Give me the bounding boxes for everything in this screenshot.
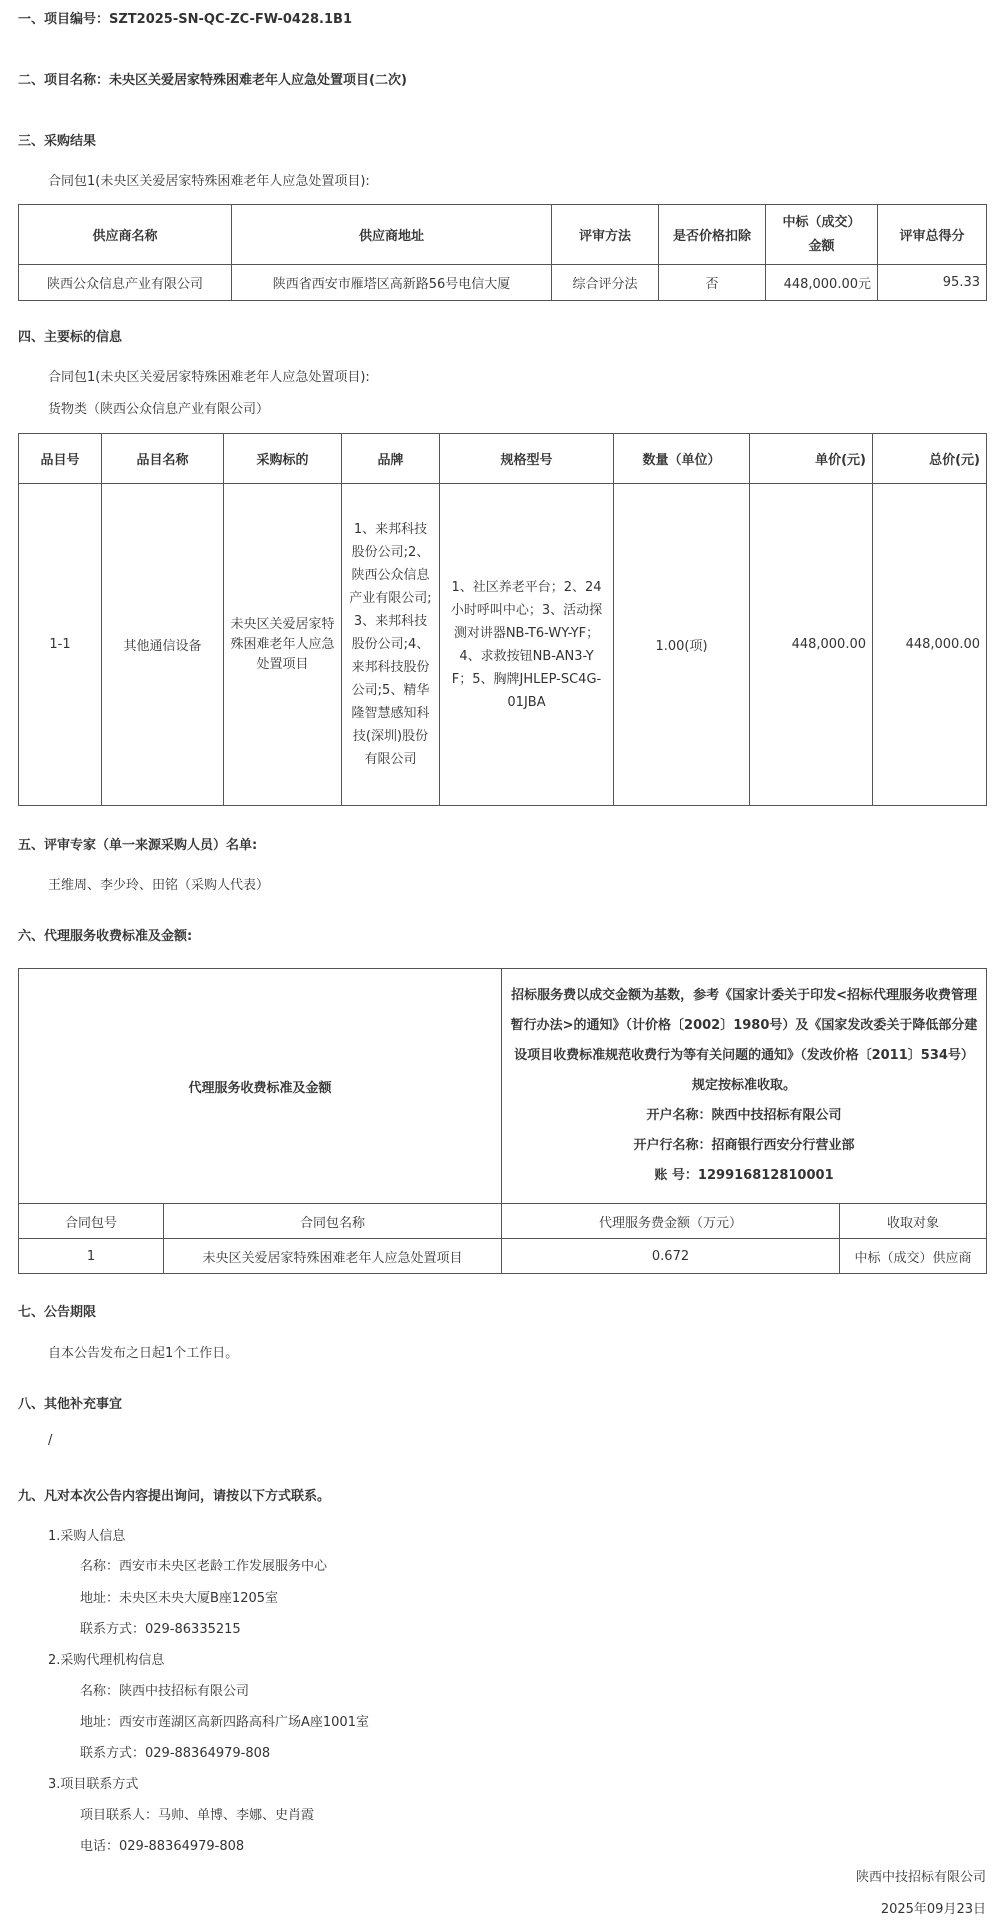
section-fee-title: 六、代理服务收费标准及金额: <box>18 929 193 944</box>
fee-table-header <box>19 1204 987 1239</box>
result-header-deduct: 是否价格扣除 <box>659 205 766 265</box>
fee-header-target: 收取对象 <box>840 1204 987 1239</box>
table-row <box>19 265 987 301</box>
table-row <box>19 1239 987 1274</box>
agency-address: 地址：西安市莲湖区高新四路高科广场A座1001室 <box>80 1715 369 1730</box>
items-table <box>18 433 987 806</box>
result-header-amount: 中标（成交） 金额 <box>766 205 878 265</box>
agency-phone: 联系方式：029-88364979-808 <box>80 1746 271 1761</box>
result-method: 综合评分法 <box>552 265 659 301</box>
fee-name: 未央区关爱居家特殊困难老年人应急处置项目 <box>164 1239 502 1274</box>
result-deduct: 否 <box>659 265 766 301</box>
purchaser-phone: 联系方式：029-86335215 <box>80 1622 241 1637</box>
items-brand: 1、来邦科技股份公司;2、陕西公众信息产业有限公司;3、来邦科技股份公司;4、来邦科技股份公司;5、精华隆智慧感知科技(深圳)股份有限公司 <box>342 484 440 806</box>
fee-standard-cell <box>502 969 987 1204</box>
section-experts-title: 五、评审专家（单一来源采购人员）名单: <box>18 838 258 853</box>
items-category: 货物类（陕西公众信息产业有限公司） <box>48 402 270 417</box>
table-row <box>19 484 987 806</box>
result-table <box>18 204 987 301</box>
items-header-unit-price: 单价(元) <box>750 434 873 484</box>
project-name-label: 二、项目名称： <box>18 73 110 88</box>
project-contact-phone: 电话：029-88364979-808 <box>80 1839 245 1854</box>
items-header-qty: 数量（单位） <box>614 434 750 484</box>
items-total-price: 448,000.00 <box>873 484 987 806</box>
items-no: 1-1 <box>19 484 102 806</box>
result-amount: 448,000.00元 <box>766 265 878 301</box>
fee-header-name: 合同包名称 <box>164 1204 502 1239</box>
fee-amount: 0.672 <box>502 1239 840 1274</box>
project-number-value: SZT2025-SN-QC-ZC-FW-0428.1B1 <box>109 12 352 27</box>
result-header-method: 评审方法 <box>552 205 659 265</box>
fee-target: 中标（成交）供应商 <box>840 1239 987 1274</box>
purchaser-name: 名称：西安市未央区老龄工作发展服务中心 <box>80 1559 328 1574</box>
experts-names: 王维周、李少玲、田铭（采购人代表） <box>48 878 270 893</box>
items-table-header <box>19 434 987 484</box>
project-contact-people: 项目联系人：马帅、单博、李娜、史肖霞 <box>80 1808 315 1823</box>
section-contact-title: 九、凡对本次公告内容提出询问，请按以下方式联系。 <box>18 1489 331 1504</box>
items-name: 其他通信设备 <box>102 484 224 806</box>
fee-account-name: 开户名称：陕西中技招标有限公司 <box>646 1108 842 1123</box>
fee-standard-row <box>19 969 987 1204</box>
purchaser-title: 1.采购人信息 <box>48 1529 126 1544</box>
project-name-value: 未央区关爱居家特殊困难老年人应急处置项目(二次) <box>109 73 407 88</box>
project-number-label: 一、项目编号： <box>18 12 110 27</box>
result-address: 陕西省西安市雁塔区高新路56号电信大厦 <box>232 265 552 301</box>
fee-bank: 开户行名称：招商银行西安分行营业部 <box>633 1138 855 1153</box>
footer-date: 2025年09月23日 <box>880 1902 986 1917</box>
items-header-spec: 规格型号 <box>440 434 614 484</box>
project-contact-title: 3.项目联系方式 <box>48 1777 139 1792</box>
items-header-no: 品目号 <box>19 434 102 484</box>
fee-standard-text: 招标服务费以成交金额为基数，参考《国家计委关于印发<招标代理服务收费管理暂行办法>的通知》（计价格〔2002〕1980号）及《国家发改委关于降低部分建设项目收费标准规范收费行为等有关问题的通知》（发改价格〔2011〕534号）规定按标准收取。 <box>510 988 978 1093</box>
section-period-title: 七、公告期限 <box>18 1305 97 1320</box>
agency-title: 2.采购代理机构信息 <box>48 1653 165 1668</box>
items-header-brand: 品牌 <box>342 434 440 484</box>
period-text: 自本公告发布之日起1个工作日。 <box>48 1346 239 1361</box>
result-package: 合同包1(未央区关爱居家特殊困难老年人应急处置项目): <box>48 174 370 189</box>
project-name <box>18 69 407 88</box>
result-table-header <box>19 205 987 265</box>
result-supplier: 陕西公众信息产业有限公司 <box>19 265 232 301</box>
items-spec: 1、社区养老平台；2、24小时呼叫中心；3、活动探测对讲器NB-T6-WY-YF；4、求救按钮NB-AN3-YF；5、胸牌JHLEP-SC4G-01JBA <box>440 484 614 806</box>
agency-name: 名称：陕西中技招标有限公司 <box>80 1684 250 1699</box>
items-header-name: 品目名称 <box>102 434 224 484</box>
fee-table <box>18 968 987 1274</box>
section-items-title: 四、主要标的信息 <box>18 330 123 345</box>
result-header-address: 供应商地址 <box>232 205 552 265</box>
project-number <box>18 8 352 27</box>
fee-header-fee: 代理服务费金额（万元） <box>502 1204 840 1239</box>
items-target: 未央区关爱居家特殊困难老年人应急处置项目 <box>224 484 342 806</box>
items-unit-price: 448,000.00 <box>750 484 873 806</box>
result-score: 95.33 <box>878 265 987 301</box>
purchaser-address: 地址：未央区未央大厦B座1205室 <box>80 1591 279 1606</box>
footer-org: 陕西中技招标有限公司 <box>855 1870 986 1885</box>
other-text: / <box>48 1433 53 1448</box>
section-result-title: 三、采购结果 <box>18 134 97 149</box>
fee-no: 1 <box>19 1239 164 1274</box>
items-package: 合同包1(未央区关爱居家特殊困难老年人应急处置项目): <box>48 370 370 385</box>
result-header-supplier: 供应商名称 <box>19 205 232 265</box>
items-qty: 1.00(项) <box>614 484 750 806</box>
items-header-target: 采购标的 <box>224 434 342 484</box>
result-header-score: 评审总得分 <box>878 205 987 265</box>
section-other-title: 八、其他补充事宜 <box>18 1397 123 1412</box>
fee-left-label: 代理服务收费标准及金额 <box>19 969 502 1204</box>
items-header-total-price: 总价(元) <box>873 434 987 484</box>
fee-account-no: 账 号：129916812810001 <box>654 1168 834 1183</box>
fee-header-no: 合同包号 <box>19 1204 164 1239</box>
